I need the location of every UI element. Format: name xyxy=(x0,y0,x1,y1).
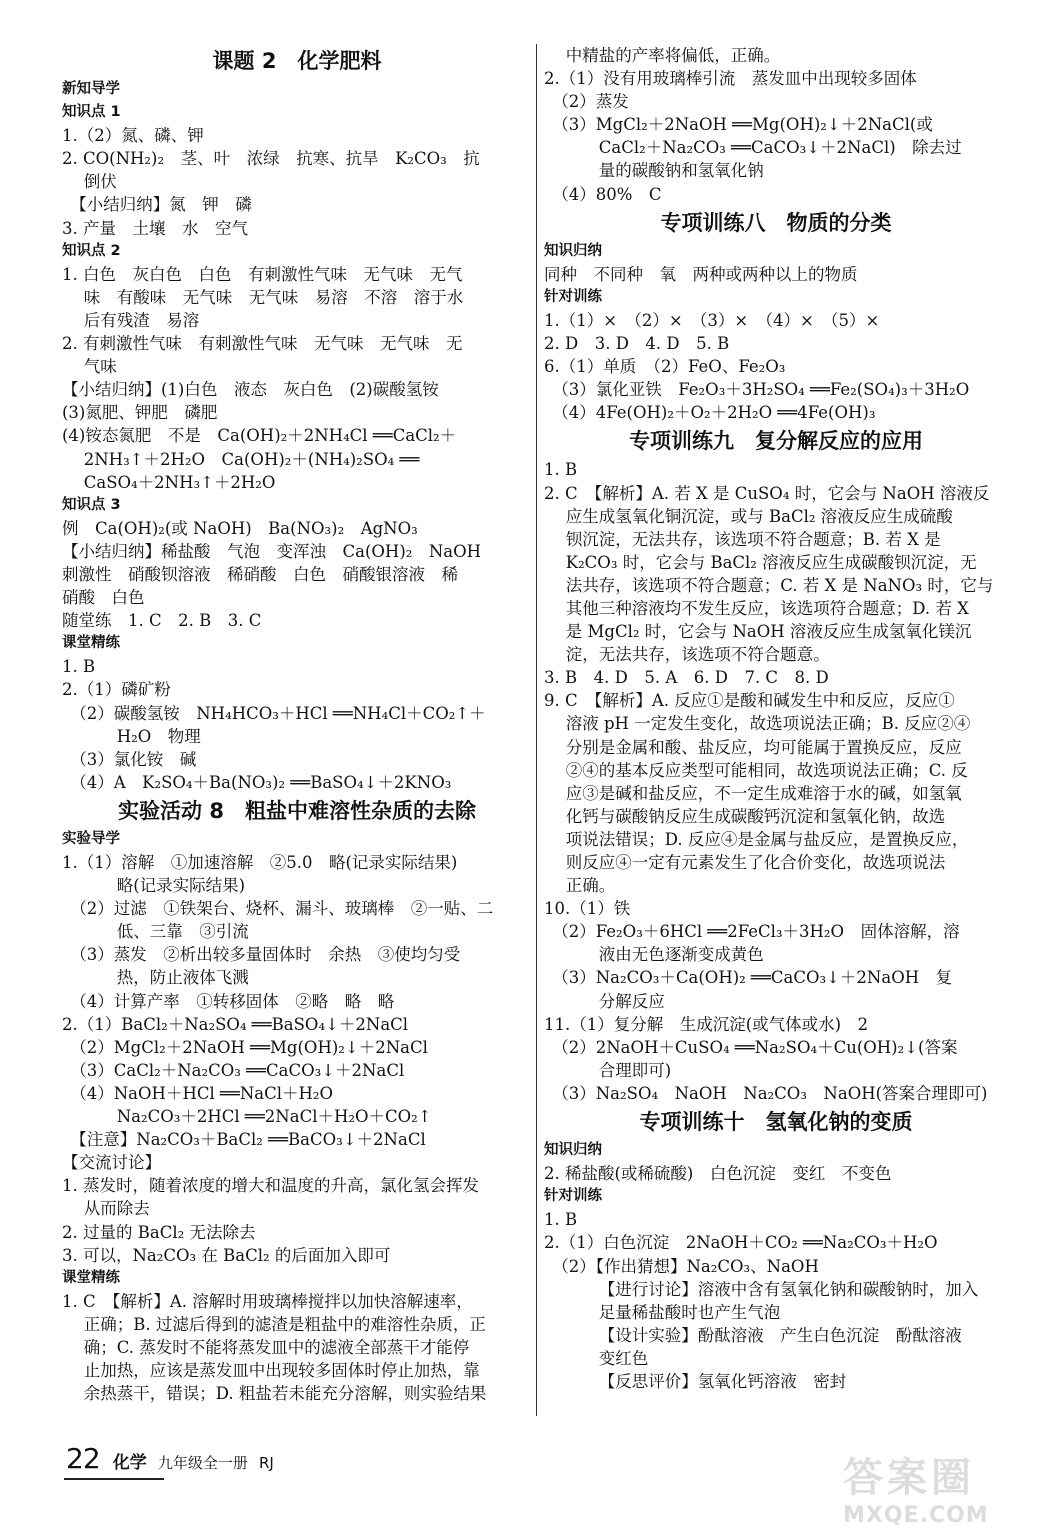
text-line: （4）A K₂SO₄＋Ba(NO₃)₂ ══BaSO₄↓＋2KNO₃ xyxy=(62,772,452,792)
text-line: 随堂练 1. C 2. B 3. C xyxy=(62,611,262,631)
section-heading: 知识归纳 xyxy=(544,242,602,259)
text-line: 1. 蒸发时，随着浓度的增大和温度的升高，氯化氢会挥发 xyxy=(62,1176,479,1196)
text-line: 中精盐的产率将偏低，正确。 xyxy=(544,46,781,65)
text-line: 应③是碱和盐反应，不一定生成难溶于水的碱，如氢氧 xyxy=(544,783,962,803)
text-line: H₂O 物理 xyxy=(62,726,201,746)
text-line: 刺激性 硝酸钡溶液 稀硝酸 白色 硝酸银溶液 稀 xyxy=(62,564,458,584)
text-line: 1. B xyxy=(544,460,578,480)
text-line: 1. C 【解析】A. 溶解时用玻璃棒搅拌以加快溶解速率， xyxy=(62,1291,473,1311)
text-line: 确；C. 蒸发时不能将蒸发皿中的滤液全部蒸干才能停 xyxy=(62,1337,470,1357)
text-line: （3）蒸发 ②析出较多量固体时 余热 ③使均匀受 xyxy=(62,945,461,965)
text-line: ②④的基本反应类型可能相同，故选项说法正确；C. 反 xyxy=(544,760,968,780)
text-line: 应生成氢氧化铜沉淀，或与 BaCl₂ 溶液反应生成硫酸 xyxy=(544,506,953,526)
text-line: CaCl₂＋Na₂CO₃ ══CaCO₃↓＋2NaCl) 除去过 xyxy=(544,138,962,158)
section-heading: 知识点 2 xyxy=(62,242,121,259)
watermark-title: 答案圈 xyxy=(843,1455,975,1501)
text-line: 液由无色逐渐变成黄色 xyxy=(544,945,764,965)
text-line: CaSO₄＋2NH₃↑＋2H₂O xyxy=(62,472,276,492)
text-line: 溶液 pH 一定发生变化，故选项说法正确；B. 反应②④ xyxy=(544,714,971,734)
text-line: （3）Na₂SO₄ NaOH Na₂CO₃ NaOH(答案合理即可) xyxy=(544,1083,988,1103)
text-line: 气味 xyxy=(62,357,117,377)
section-title: 专项训练九 复分解反应的应用 xyxy=(629,429,923,454)
text-line: 正确；B. 过滤后得到的滤渣是粗盐中的难溶性杂质，正 xyxy=(62,1314,486,1334)
text-line: 2. C 【解析】A. 若 X 是 CuSO₄ 时，它会与 NaOH 溶液反 xyxy=(544,483,990,503)
text-line: 热，防止液体飞溅 xyxy=(62,968,249,988)
page-number: 22 xyxy=(66,1442,100,1475)
section-title: 专项训练十 氢氧化钠的变质 xyxy=(639,1110,913,1135)
text-line: 略(记录实际结果) xyxy=(62,876,246,896)
section-heading: 课堂精练 xyxy=(62,635,120,652)
text-line: (4)铵态氮肥 不是 Ca(OH)₂＋2NH₄Cl ══CaCl₂＋ xyxy=(62,426,457,446)
text-line: 1.（2）氮、磷、钾 xyxy=(62,126,204,146)
text-line: 分解反应 xyxy=(544,991,665,1011)
text-line: （3）氯化铵 碱 xyxy=(62,749,197,769)
text-line: 9. C 【解析】A. 反应①是酸和碱发生中和反应，反应① xyxy=(544,691,955,711)
text-line: 止加热，应该是蒸发皿中出现较多固体时停止加热，靠 xyxy=(62,1361,480,1381)
text-line: 2.（1）磷矿粉 xyxy=(62,680,171,700)
text-line: 后有残渣 易溶 xyxy=(62,310,200,330)
text-line: Na₂CO₃＋2HCl ══2NaCl＋H₂O＋CO₂↑ xyxy=(62,1107,432,1127)
text-line: 1. B xyxy=(544,1210,578,1230)
text-line: 2. CO(NH₂)₂ 茎、叶 浓绿 抗寒、抗旱 K₂CO₃ 抗 xyxy=(62,149,480,169)
text-line: 10.（1）铁 xyxy=(544,899,631,919)
footer-rule xyxy=(64,1478,164,1480)
page-footer xyxy=(66,1442,274,1475)
edition-label: RJ xyxy=(258,1454,274,1472)
text-line: 【小结归纳】(1)白色 液态 灰白色 (2)碳酸氢铵 xyxy=(62,380,439,400)
section-heading: 新知导学 xyxy=(62,81,120,97)
text-line: （4）计算产率 ①转移固体 ②略 略 略 xyxy=(62,991,395,1011)
right-column xyxy=(544,44,1008,1393)
text-line: 同种 不同种 氧 两种或两种以上的物质 xyxy=(544,264,858,284)
text-line: 量的碳酸钠和氢氧化钠 xyxy=(544,161,764,181)
text-line: 分别是金属和酸、盐反应，均可能属于置换反应，反应 xyxy=(544,737,962,757)
text-line: 例 Ca(OH)₂(或 NaOH) Ba(NO₃)₂ AgNO₃ xyxy=(62,518,418,538)
text-line: 2NH₃↑＋2H₂O Ca(OH)₂＋(NH₄)₂SO₄ ══ xyxy=(62,449,420,469)
grade-label: 九年级全一册 xyxy=(157,1454,248,1472)
text-line: 变红色 xyxy=(544,1348,649,1368)
text-line: 2. 有刺激性气味 有刺激性气味 无气味 无气味 无 xyxy=(62,334,463,354)
text-line: 是 MgCl₂ 时，它会与 NaOH 溶液反应生成氢氧化镁沉 xyxy=(544,622,972,642)
text-line: （2）过滤 ①铁架台、烧杯、漏斗、玻璃棒 ②一贴、二 xyxy=(62,899,494,919)
text-line: 6.（1）单质 （2）FeO、Fe₂O₃ xyxy=(544,357,786,377)
text-line: 【小结归纳】稀盐酸 气泡 变浑浊 Ca(OH)₂ NaOH xyxy=(62,541,482,561)
text-line: K₂CO₃ 时，它会与 BaCl₂ 溶液反应生成碳酸钡沉淀，无 xyxy=(544,552,977,572)
text-line: 1.（1）溶解 ①加速溶解 ②5.0 略(记录实际结果) xyxy=(62,853,458,872)
text-line: （2）碳酸氢铵 NH₄HCO₃＋HCl ══NH₄Cl＋CO₂↑＋ xyxy=(62,703,486,723)
text-line: 1.（1）× （2）× （3）× （4）× （5）× xyxy=(544,310,880,330)
text-line: 2.（1）BaCl₂＋Na₂SO₄ ══BaSO₄↓＋2NaCl xyxy=(62,1014,409,1034)
text-line: 正确。 xyxy=(544,876,616,896)
watermark-logo xyxy=(843,1446,1033,1526)
section-heading: 知识归纳 xyxy=(544,1142,602,1159)
text-line: 硝酸 白色 xyxy=(62,588,145,608)
text-line: 淀，无法共存，该选项不符合题意。 xyxy=(544,645,830,665)
text-line: 2.（1）白色沉淀 2NaOH＋CO₂ ══Na₂CO₃＋H₂O xyxy=(544,1233,938,1253)
section-title: 实验活动 8 粗盐中难溶性杂质的去除 xyxy=(118,798,476,823)
text-line: 【进行讨论】溶液中含有氢氧化钠和碳酸钠时，加入 xyxy=(544,1279,979,1299)
watermark-url: MXQE.COM xyxy=(843,1503,989,1528)
text-line: 1. B xyxy=(62,657,96,677)
section-heading: 针对训练 xyxy=(544,288,602,305)
text-line: （2）蒸发 xyxy=(544,92,629,112)
text-line: 【反思评价】氢氧化钙溶液 密封 xyxy=(544,1371,847,1391)
text-line: 化钙与碳酸钠反应生成碳酸钙沉淀和氢氧化钠，故选 xyxy=(544,806,946,826)
text-line: 【交流讨论】 xyxy=(62,1153,161,1173)
text-line: （3）MgCl₂＋2NaOH ══Mg(OH)₂↓＋2NaCl(或 xyxy=(544,115,933,135)
text-line: （4）4Fe(OH)₂＋O₂＋2H₂O ══4Fe(OH)₃ xyxy=(544,403,876,423)
text-line: （4）NaOH＋HCl ══NaCl＋H₂O xyxy=(62,1083,334,1103)
text-line: 法共存，该选项不符合题意；C. 若 X 是 NaNO₃ 时，它与 xyxy=(544,575,994,595)
text-line: 则反应④一定有元素发生了化合价变化，故选项说法 xyxy=(544,853,946,872)
text-line: 合理即可) xyxy=(544,1060,672,1080)
text-line: 【设计实验】酚酞溶液 产生白色沉淀 酚酞溶液 xyxy=(544,1325,962,1345)
text-line: 2.（1）没有用玻璃棒引流 蒸发皿中出现较多固体 xyxy=(544,69,917,89)
section-title: 专项训练八 物质的分类 xyxy=(660,210,892,235)
section-title: 课题 2 化学肥料 xyxy=(212,49,382,73)
subject-label: 化学 xyxy=(112,1453,147,1473)
text-line: (3)氮肥、钾肥 磷肥 xyxy=(62,403,218,423)
text-line: 11.（1）复分解 生成沉淀(或气体或水) 2 xyxy=(544,1014,869,1034)
text-line: 从而除去 xyxy=(62,1199,150,1219)
section-heading: 知识点 3 xyxy=(62,496,121,513)
text-line: 足量稀盐酸时也产生气泡 xyxy=(544,1302,781,1322)
text-line: 2. 过量的 BaCl₂ 无法除去 xyxy=(62,1222,256,1242)
text-line: （3）CaCl₂＋Na₂CO₃ ══CaCO₃↓＋2NaCl xyxy=(62,1060,405,1080)
left-column xyxy=(62,44,532,1405)
text-line: 3. B 4. D 5. A 6. D 7. C 8. D xyxy=(544,668,829,688)
text-line: 【小结归纳】氮 钾 磷 xyxy=(62,195,252,215)
text-line: 2. 稀盐酸(或稀硫酸) 白色沉淀 变红 不变色 xyxy=(544,1164,892,1184)
column-divider xyxy=(536,44,537,1416)
text-line: 【注意】Na₂CO₃＋BaCl₂ ══BaCO₃↓＋2NaCl xyxy=(62,1130,426,1150)
text-line: 其他三种溶液均不发生反应，该选项符合题意；D. 若 X xyxy=(544,598,969,618)
text-line: （2）Fe₂O₃＋6HCl ══2FeCl₃＋3H₂O 固体溶解，溶 xyxy=(544,922,960,942)
text-line: （2）2NaOH＋CuSO₄ ══Na₂SO₄＋Cu(OH)₂↓(答案 xyxy=(544,1037,958,1057)
text-line: 项说法错误；D. 反应④是金属与盐反应，是置换反应， xyxy=(544,829,969,849)
section-heading: 知识点 1 xyxy=(62,104,121,121)
text-line: （3）Na₂CO₃＋Ca(OH)₂ ══CaCO₃↓＋2NaOH 复 xyxy=(544,968,953,988)
text-line: 味 有酸味 无气味 无气味 易溶 不溶 溶于水 xyxy=(62,287,464,307)
section-heading: 课堂精练 xyxy=(62,1269,120,1286)
text-line: 2. D 3. D 4. D 5. B xyxy=(544,334,730,354)
text-line: 低、三靠 ③引流 xyxy=(62,922,249,942)
text-line: （4）80% C xyxy=(544,184,662,204)
section-heading: 实验导学 xyxy=(62,830,120,847)
text-line: 3. 产量 土壤 水 空气 xyxy=(62,218,248,238)
text-line: 3. 可以，Na₂CO₃ 在 BaCl₂ 的后面加入即可 xyxy=(62,1245,391,1265)
text-line: （2）MgCl₂＋2NaOH ══Mg(OH)₂↓＋2NaCl xyxy=(62,1037,428,1057)
text-line: （3）氯化亚铁 Fe₂O₃＋3H₂SO₄ ══Fe₂(SO₄)₃＋3H₂O xyxy=(544,380,970,400)
text-line: 1. 白色 灰白色 白色 有刺激性气味 无气味 无气 xyxy=(62,264,463,284)
text-line: 余热蒸干，错误；D. 粗盐若未能充分溶解，则实验结果 xyxy=(62,1384,487,1404)
section-heading: 针对训练 xyxy=(544,1188,602,1205)
text-line: （2）【作出猜想】Na₂CO₃、NaOH xyxy=(544,1256,819,1276)
text-line: 倒伏 xyxy=(62,172,117,192)
text-line: 钡沉淀，无法共存，该选项不符合题意；B. 若 X 是 xyxy=(544,529,941,549)
